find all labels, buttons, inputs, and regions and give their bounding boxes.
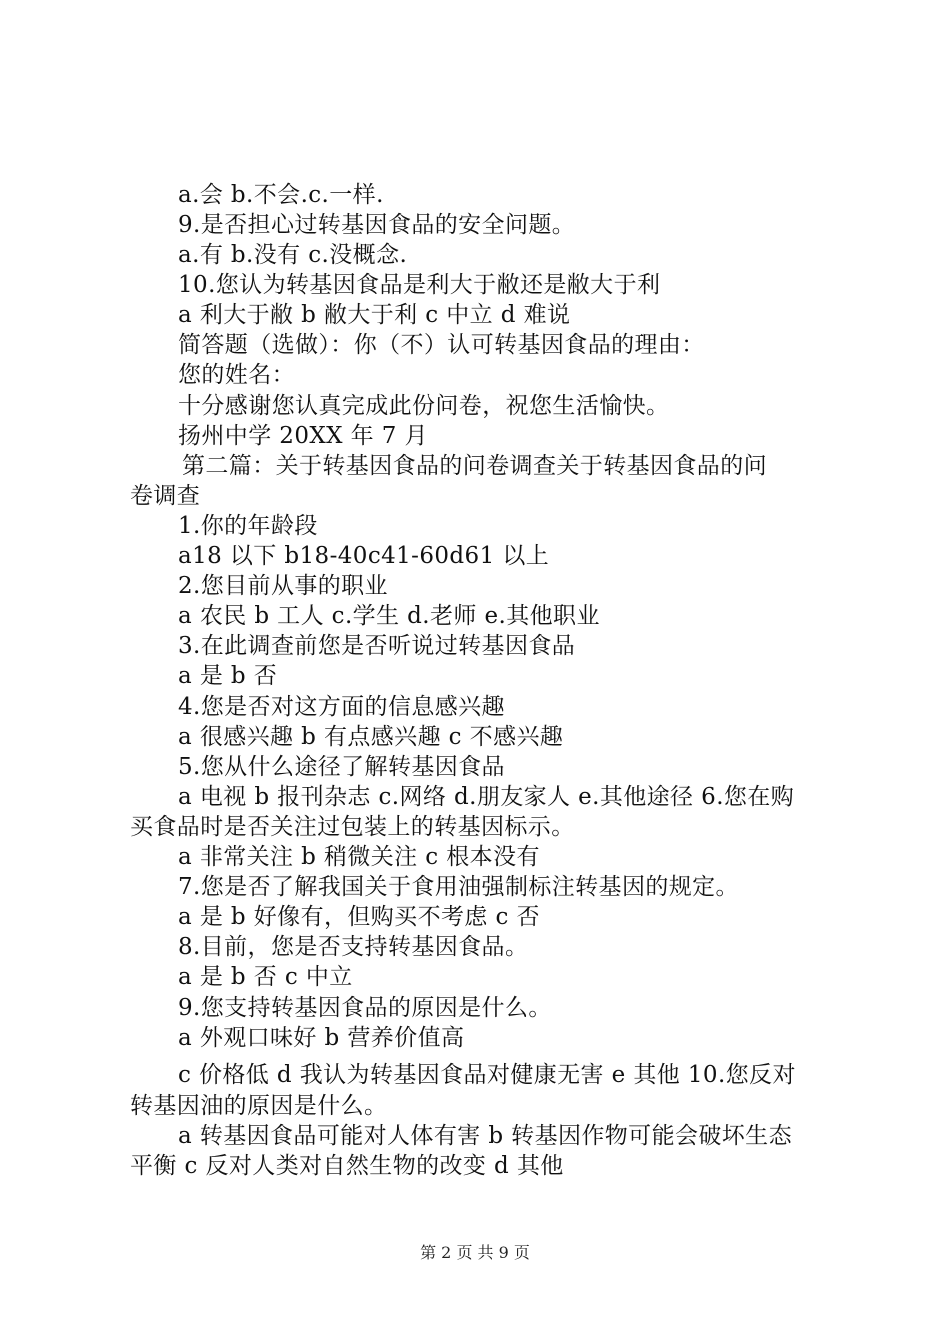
text-line: a 是 b 否	[178, 663, 278, 689]
text-line-continued: 买食品时是否关注过包装上的转基因标示。	[130, 814, 575, 840]
text-line: a 利大于敝 b 敝大于利 c 中立 d 难说	[178, 302, 571, 328]
text-line: 简答题（选做）：你（不）认可转基因食品的理由：	[178, 332, 705, 358]
text-line: 3.在此调查前您是否听说过转基因食品	[178, 633, 576, 659]
text-line: 十分感谢您认真完成此份问卷，祝您生活愉快。	[178, 393, 670, 419]
text-line: 9.您支持转基因食品的原因是什么。	[178, 995, 552, 1021]
text-line: a 非常关注 b 稍微关注 c 根本没有	[178, 844, 540, 870]
text-line-continued: 转基因油的原因是什么。	[130, 1093, 388, 1119]
text-line-continued: 平衡 c 反对人类对自然生物的改变 d 其他	[130, 1153, 564, 1179]
text-line: a.有 b.没有 c.没概念.	[178, 242, 408, 268]
page-footer: 第 2 页 共 9 页	[420, 1243, 530, 1262]
text-line: a 农民 b 工人 c.学生 d.老师 e.其他职业	[178, 603, 600, 629]
text-line: a.会 b.不会.c.一样.	[178, 182, 384, 208]
text-line: a 是 b 好像有，但购买不考虑 c 否	[178, 904, 540, 930]
text-line: 您的姓名：	[178, 362, 295, 388]
text-line: 9.是否担心过转基因食品的安全问题。	[178, 212, 576, 238]
text-line: 1.你的年龄段	[178, 513, 318, 539]
text-line: a 电视 b 报刊杂志 c.网络 d.朋友家人 e.其他途径 6.您在购	[178, 784, 795, 810]
text-line: a18 以下 b18-40c41-60d61 以上	[178, 543, 550, 569]
section-heading: 第二篇：关于转基因食品的问卷调查关于转基因食品的问	[182, 453, 767, 479]
text-line: 10.您认为转基因食品是利大于敝还是敝大于利	[178, 272, 661, 298]
text-line: 8.目前，您是否支持转基因食品。	[178, 934, 529, 960]
text-line: a 很感兴趣 b 有点感兴趣 c 不感兴趣	[178, 724, 564, 750]
section-heading-continued: 卷调查	[130, 483, 201, 509]
text-line: 4.您是否对这方面的信息感兴趣	[178, 694, 505, 720]
text-line: 扬州中学 20XX 年 7 月	[178, 423, 428, 449]
text-line: 2.您目前从事的职业	[178, 573, 388, 599]
text-line: 5.您从什么途径了解转基因食品	[178, 754, 505, 780]
text-line: a 外观口味好 b 营养价值高	[178, 1025, 465, 1051]
text-line: 7.您是否了解我国关于食用油强制标注转基因的规定。	[178, 874, 739, 900]
text-line: c 价格低 d 我认为转基因食品对健康无害 e 其他 10.您反对	[178, 1062, 796, 1088]
text-line: a 转基因食品可能对人体有害 b 转基因作物可能会破坏生态	[178, 1123, 792, 1149]
text-line: a 是 b 否 c 中立	[178, 964, 353, 990]
